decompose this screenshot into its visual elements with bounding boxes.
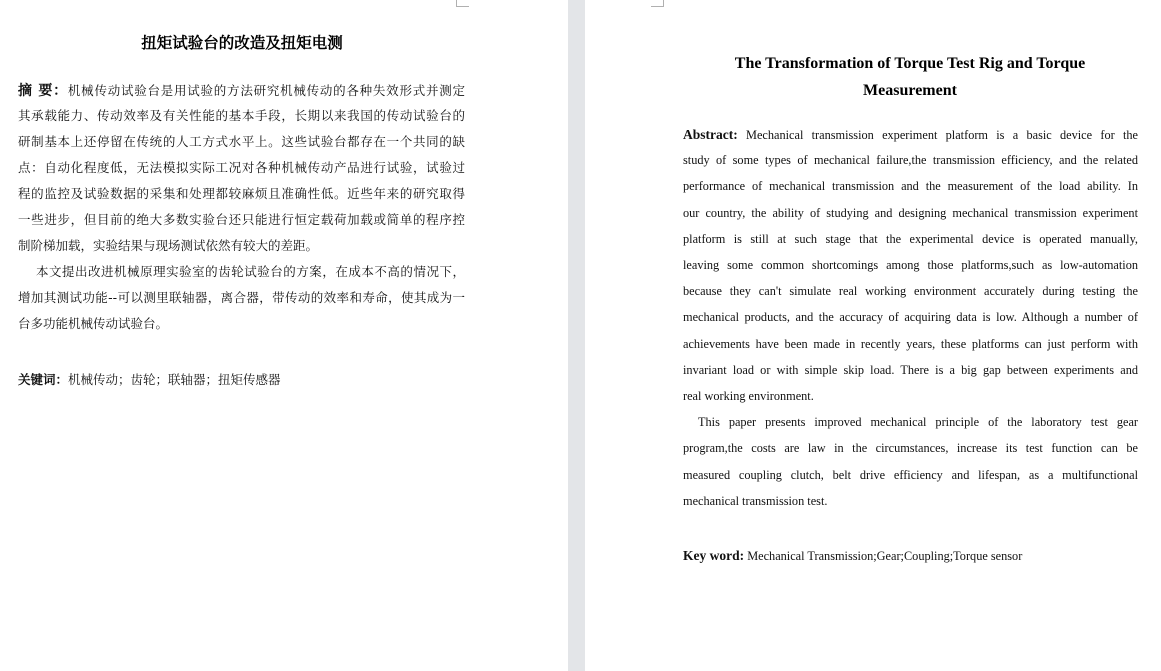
abstract-line: invariant load or with simple skip load. There is a big gap between experiments and	[683, 362, 1138, 377]
abstract-line: 一些进步，但目前的绝大多数实验台还只能进行恒定载荷加载或简单的程序控	[18, 212, 465, 227]
abstract-line: platform is still at such stage that the experimental device is operated manually,	[683, 231, 1138, 246]
abstract-line: 程的监控及试验数据的采集和处理都较麻烦且准确性低。近些年来的研究取得	[18, 186, 465, 201]
abstract-line: real working environment.	[683, 389, 814, 403]
abstract-line: our country, the ability of studying and designing mechanical transmission experiment	[683, 205, 1138, 220]
english-title-line-2: Measurement	[863, 82, 957, 99]
abstract-label: 摘 要：	[18, 83, 68, 99]
margin-corner-mark	[456, 0, 469, 7]
abstract-line: 其承载能力、传动效率及有关性能的基本手段，长期以来我国的传动试验台的	[18, 108, 465, 123]
abstract-line	[18, 80, 465, 100]
abstract-line	[683, 127, 1138, 143]
abstract-line: mechanical products, and the accuracy of acquiring data is low. Although a number of	[683, 310, 1138, 325]
english-keywords	[683, 548, 1138, 564]
abstract-line: 制阶梯加载，实验结果与现场测试依然有较大的差距。	[18, 238, 319, 253]
abstract-text: Mechanical transmission experiment platform is a basic device for the	[746, 128, 1138, 142]
abstract-line: 台多功能机械传动试验台。	[18, 316, 169, 331]
abstract-line: measured coupling clutch, belt drive efficiency and lifespan, as a multifunctional	[683, 467, 1138, 482]
keywords-text: Mechanical Transmission;Gear;Coupling;Torque sensor	[747, 549, 1023, 563]
abstract-line: 增加其测试功能--可以测里联轴器，离合器，带传动的效率和寿命，使其成为一	[18, 290, 465, 305]
abstract-text: 机械传动试验台是用试验的方法研究机械传动的各种失效形式并测定	[67, 83, 465, 98]
abstract-line: 本文提出改进机械原理实验室的齿轮试验台的方案，在成本不高的情况下，	[18, 264, 465, 279]
abstract-line: This paper presents improved mechanical principle of the laboratory test gear	[698, 415, 1138, 430]
abstract-line: leaving some common shortcomings among those platforms,such as low-automation	[683, 258, 1138, 272]
abstract-line: mechanical transmission test.	[683, 493, 828, 508]
keywords-label: Key word:	[683, 548, 745, 563]
abstract-line: study of some types of mechanical failure,the transmission efficiency, and the related	[683, 153, 1138, 168]
abstract-label: Abstract:	[683, 127, 738, 142]
keywords-text: 机械传动；齿轮；联轴器；扭矩传感器	[68, 372, 281, 387]
abstract-line: program,the costs are law in the circumstances, increase its test function can be	[683, 441, 1138, 456]
margin-corner-mark	[651, 0, 664, 7]
english-title-line-1: The Transformation of Torque Test Rig and Torque	[734, 55, 1086, 72]
abstract-line: because they can't simulate real working environment accurately during testing the	[683, 284, 1138, 299]
page-right	[585, 0, 1161, 671]
abstract-line: achievements have been made in recently years, these platforms can just perform with	[683, 336, 1138, 351]
abstract-line: 研制基本上还停留在传统的人工方式水平上。这些试验台都存在一个共同的缺	[18, 134, 465, 149]
abstract-line: performance of mechanical transmission and the measurement of the load ability. In	[683, 179, 1138, 194]
chinese-title: 扭矩试验台的改造及扭矩电测	[141, 34, 343, 52]
page-left	[0, 0, 568, 671]
keywords-label: 关键词：	[18, 372, 69, 387]
abstract-line: 点：自动化程度低，无法模拟实际工况对各种机械传动产品进行试验，试验过	[18, 160, 465, 175]
chinese-keywords	[18, 370, 465, 388]
